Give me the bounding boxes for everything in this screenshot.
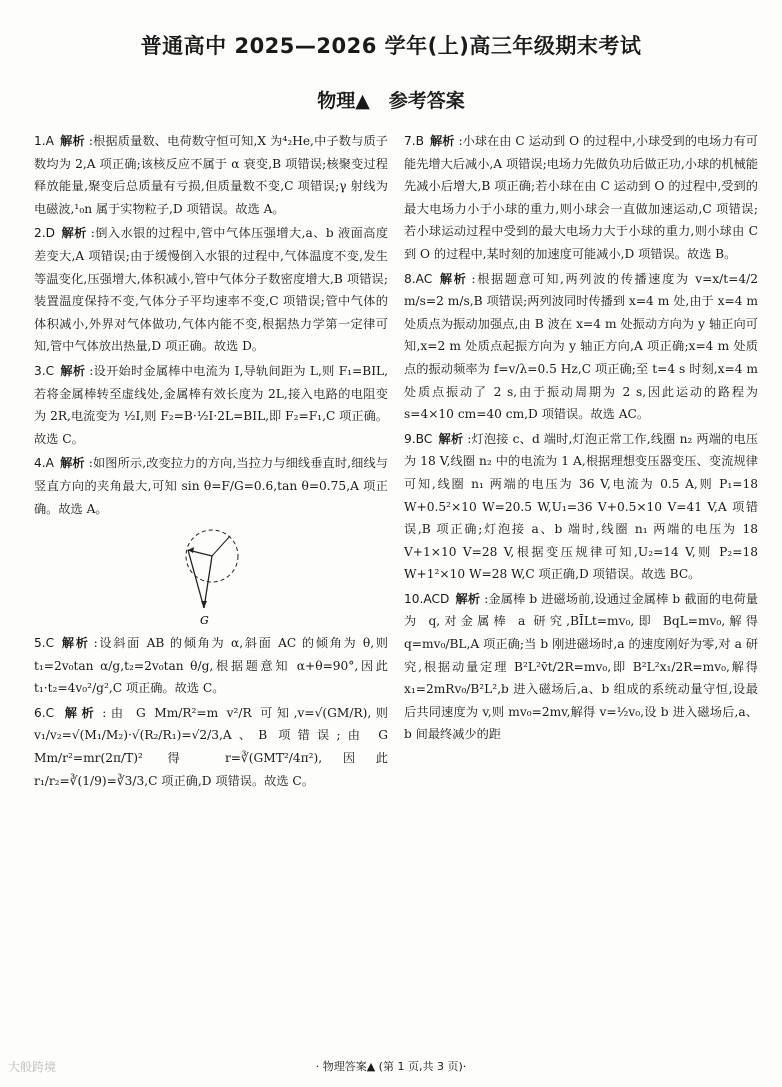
answer-item [34,360,388,450]
force-diagram [34,522,388,632]
answer-item [404,268,758,426]
answer-number: 9.BC [404,431,433,446]
analysis-label: 解析 [438,271,468,286]
force-triangle-figure [174,522,254,630]
analysis-label: 解析 [430,134,455,148]
answer-text: :如图所示,改变拉力的方向,当拉力与细线垂直时,细线与竖直方向的夹角最大,可知 sin θ=F/G=0.6,tan θ=0.75,A 项正确。故选 A。 [34,456,388,516]
left-column [34,130,388,794]
answer-number: 5.C [34,636,55,651]
answer-item [404,130,758,266]
answer-number: 1.A [34,134,54,148]
analysis-label: 解析 [60,636,90,651]
page-title: 普通高中 2025—2026 学年(上)高三年级期末考试 [140,34,642,58]
analysis-label: 解析 [61,226,87,241]
analysis-label: 解析 [59,134,85,148]
answer-text: :根据质量数、电荷数守恒可知,X 为⁴₂He,中子数与质子数均为 2,A 项正确;该核反应不属于 α 衰变,B 项错误;核聚变过程释放能量,聚变后总质量有亏损,但质量数不变,C 项错误;γ 射线为电磁波,¹₀n 属于实物粒子,D 项错误。故选 A。 [34,134,388,216]
answer-text: :倒入水银的过程中,管中气体压强增大,a、b 液面高度差变大,A 项错误;由于缓慢倒入水银的过程中,气体温度不变,发生等温变化,压强增大,体积减小,管中气体分子数密度增大,B 项错误;装置温度保持不变,气体分子平均速率不变,C 项错误;管中气体的体积减小,外界对气体做功,气体内能不变,根据热力学第一定律可知,管中气体放出热量,D 项正确。故选 D。 [34,226,389,354]
answer-number: 3.C [34,363,55,378]
watermark: 大般跨境 [8,1060,57,1074]
analysis-label: 解析 [59,456,85,471]
answer-item [404,428,758,586]
answer-item [34,222,388,358]
answer-text: :小球在由 C 运动到 O 的过程中,小球受到的电场力有可能先增大后减小,A 项错误;电场力先做负功后做正功,小球的机械能先减小后增大,B 项正确;若小球在由 C 运动到 O 的过程中,受到的最大电场力小于小球的重力,则小球会一直做加速运动,C 项错误;若小球运动过程中受到的最大电场力大于小球的重力,则小球由 C 到 O 的过程中,某时刻的加速度可能减小,D 项错误。故选 B。 [404,134,758,261]
answer-number: 4.A [34,456,54,471]
answer-item [34,130,388,220]
answer-text: :由 G Mm/R²=m v²/R 可知,v=√(GM/R),则 v₁/v₂=√(M₁/M₂)·√(R₂/R₁)=√2/3,A、B 项错误;由 G Mm/r²=mr(2π/T)² 得 r=∛(GMT²/4π²),因此 r₁/r₂=∛(1/9)=∛3/3,C 项正确,D 项错误。故选 C。 [34,705,388,788]
answer-number: 6.C [34,705,55,720]
page-subtitle: 物理▲ 参考答案 [317,90,465,112]
answer-text: :金属棒 b 进磁场前,设通过金属棒 b 截面的电荷量为 q,对金属棒 a 研究,BĪLt=mv₀,即 BqL=mv₀,解得 q=mv₀/BL,A 项正确;当 b 刚进磁场时,a 的速度刚好为零,对 a 研究,根据动量定理 B²L²v̄t/2R=mv₀,即 B²L²x₁/2R=mv₀,解得 x₁=2mRv₀/B²L²,b 进入磁场后,a、b 组成的系统动量守恒,设最后共同速度为 v,则 mv₀=2mv,解得 v=½v₀,设 b 进入磁场后,a、b 间最终减少的距 [404,591,758,742]
force-t-arrow [188,550,204,608]
answer-text: :设斜面 AB 的倾角为 α,斜面 AC 的倾角为 θ,则 t₁=2v₀tan α/g,t₂=2v₀tan θ/g,根据题意知 α+θ=90°,因此 t₁·t₂=4v₀²/g²,C 项正确。故选 C。 [34,636,388,696]
answer-item [404,588,758,746]
gravity-arrow [204,556,212,608]
answer-text: :灯泡接 c、d 端时,灯泡正常工作,线圈 n₂ 两端的电压为 18 V,线圈 n₂ 中的电流为 1 A,根据理想变压器变压、变流规律可知,线圈 n₁ 两端的电压为 36 V,电流为 0.5 A,则 P₁=18 W+0.5²×10 W=20.5 W,U₁=36 V+0.5×10 V=41 V,A 项错误,B 项正确;灯泡接 a、b 端时,线圈 n₁ 两端的电压为 18 V+1×10 V=28 V,根据变压规律可知,U₂=14 V,则 P₂=18 W+1²×10 W=28 W,C 项正确,D 项错误。故选 BC。 [404,431,759,582]
answer-item [34,632,388,700]
answer-number: 8.AC [404,271,433,286]
answer-number: 10.ACD [404,591,450,606]
answer-number: 7.B [404,134,424,148]
answer-item [34,452,388,520]
right-column [404,130,758,748]
analysis-label: 解析 [438,431,464,446]
arrowhead-icon [201,601,207,608]
answer-item [34,702,388,792]
answer-text: :设开始时金属棒中电流为 I,导轨间距为 L,则 F₁=BIL,若将金属棒转至虚线处,金属棒有效长度为 2L,接入电路的电阻变为 2R,电流变为 ½I,则 F₂=B·½I·2L=BIL,即 F₂=F₁,C 项正确。故选 C。 [34,363,388,446]
analysis-label: 解析 [60,363,86,378]
page-footer: · 物理答案▲ (第 1 页,共 3 页)· [315,1060,467,1073]
answer-number: 2.D [34,226,56,241]
gravity-label: G [200,614,209,628]
analysis-label: 解析 [455,591,481,606]
analysis-label: 解析 [60,705,99,720]
radius-line [212,536,230,556]
answer-text: :根据题意可知,两列波的传播速度为 v=x/t=4/2 m/s=2 m/s,B 项错误;两列波同时传播到 x=4 m 处,由于 x=4 m 处质点为振动加强点,由 B 波在 x=4 m 处振动方向为 y 轴正向可知,x=2 m 处质点起振方向为 y 轴正方向,A 项正确;x=4 m 处质点的振动频率为 f=v/λ=0.5 Hz,C 项正确;至 t=4 s 时刻,x=4 m 处质点振动了 2 s,由于振动周期为 2 s,因此运动的路程为 s=4×10 cm=40 cm,D 项错误。故选 AC。 [404,271,759,422]
